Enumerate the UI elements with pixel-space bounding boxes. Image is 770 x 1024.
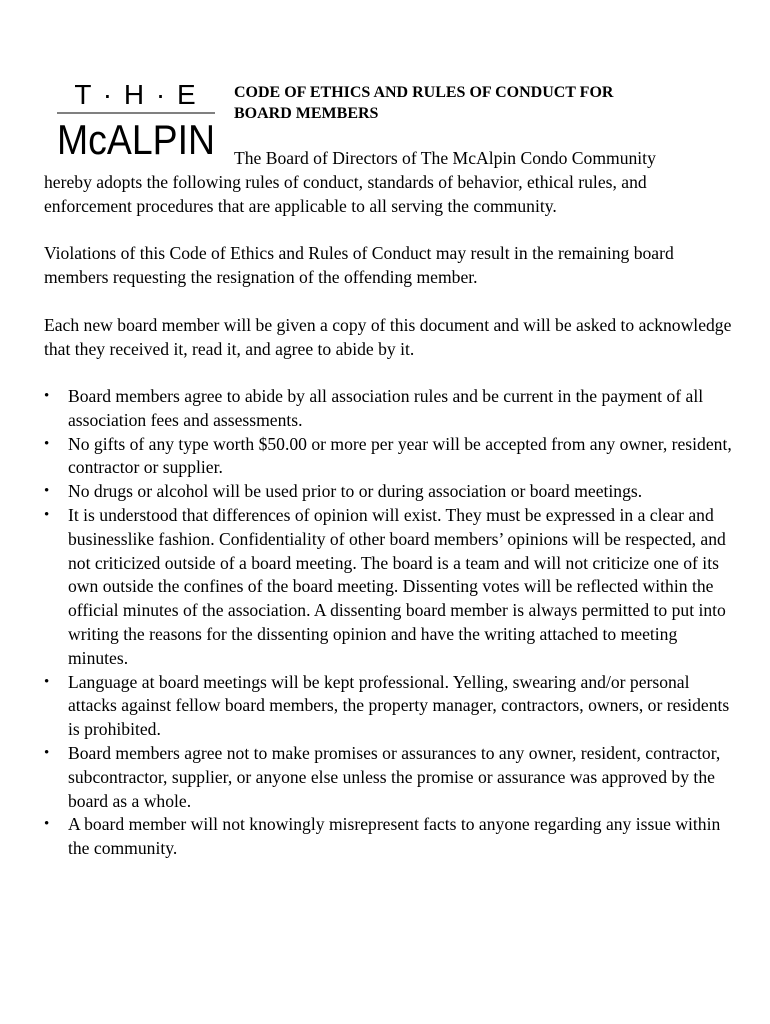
bullet-icon: • [44,673,50,690]
bullet-icon: • [44,506,50,523]
list-item [44,433,734,481]
logo-line1: T · H · E [74,79,198,110]
list-item [44,504,734,671]
list-item [44,813,734,861]
intro-first-line: The Board of Directors of The McAlpin Condo Community [234,148,656,168]
rule-text: A board member will not knowingly misrepresent facts to anyone regarding any issue within the community. [68,814,721,859]
intro-rest: hereby adopts the following rules of conduct, standards of behavior, ethical rules, and enforcement procedures that are applicable to all serving the community. [44,172,647,216]
bullet-icon: • [44,388,50,404]
rule-text: Board members agree not to make promises or assurances to any owner, resident, contractor, subcontractor, supplier, or anyone else unless the promise or assurance was approved by the board as a whole. [68,742,721,811]
violations-paragraph: Violations of this Code of Ethics and Rules of Conduct may result in the remaining board members requesting the resignation of the offending member. [44,243,674,287]
bullet-icon: • [44,816,50,833]
list-item [44,385,734,433]
bullet-icon: • [44,435,50,452]
rules-list [44,385,734,861]
list-item [44,480,734,504]
document-heading [234,82,734,124]
bullet-icon: • [44,483,50,500]
rule-text: No gifts of any type worth $50.00 or more per year will be accepted from any owner, resident, contractor or supplier. [68,433,732,478]
heading-line1: CODE OF ETHICS AND RULES OF CONDUCT FOR [234,84,614,101]
list-item [44,671,734,742]
logo-line2: McALPIN [57,116,215,160]
new-member-paragraph: Each new board member will be given a copy of this document and will be asked to acknowledge that they received it, read it, and agree to abide by it. [44,315,732,359]
rule-text: Language at board meetings will be kept professional. Yelling, swearing and/or personal attacks against fellow board members, the property manager, contractors, owners, or residents is prohibited. [68,671,730,740]
bullet-icon: • [44,744,50,761]
rule-text: No drugs or alcohol will be used prior to or during association or board meetings. [68,481,643,502]
rule-text: Board members agree to abide by all association rules and be current in the payment of all association fees and assessments. [68,386,704,430]
heading-line2: BOARD MEMBERS [234,105,379,122]
intro-paragraph [44,146,734,218]
rule-text: It is understood that differences of opinion will exist. They must be expressed in a clear and businesslike fashion. Confidentiality of other board members’ opinions will be respected, and not criticized outside of a board meeting. The board is a team and will not criticize one of its own outside the confines of the board meeting. Dissenting votes will be reflected within the official minutes of the association. A dissenting board member is always permitted to put into writing the reasons for the dissenting opinion and have the writing attached to meeting minutes. [68,504,726,668]
list-item [44,742,734,813]
